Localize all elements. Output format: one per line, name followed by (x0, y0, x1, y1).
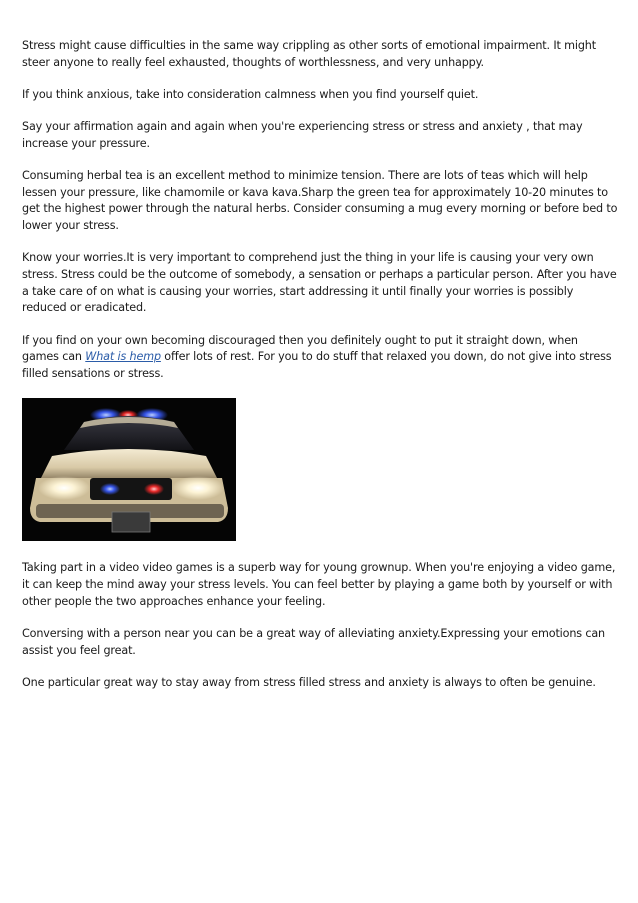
paragraph-affirmation: Say your affirmation again and again when you're experiencing stress or stress and anxiety , that may increase your pressure. (22, 120, 583, 150)
document-page (22, 38, 618, 707)
headlight-right (172, 476, 224, 500)
grille-light-blue (100, 483, 120, 495)
police-car-photo (22, 398, 236, 541)
paragraph-calmness: If you think anxious, take into consideration calmness when you find yourself quiet. (22, 87, 479, 101)
paragraph-conversing: Conversing with a person near you can be a great way of alleviating anxiety.Expressing your emotions can assist you feel great. (22, 626, 606, 657)
what-is-hemp-link[interactable]: What is hemp (85, 350, 161, 364)
paragraph-discouraged (22, 333, 618, 383)
paragraph-video-games: Taking part in a video video games is a superb way for young grownup. When you're enjoying a video game, it can keep the mind away your stress levels. You can feel better by playing a game both by yourself or with other people the two approaches enhance your feeling. (22, 561, 616, 608)
paragraph-discouraged-text-start: If you find on your own becoming discouraged then you definitely ought to put it straight down, when games can (22, 333, 578, 364)
grille-light-red (144, 483, 164, 495)
paragraph-know-worries: Know your worries.It is very important to comprehend just the thing in your life is causing your very own stress. Stress could be the outcome of somebody, a sensation or perhaps a particular person. After you have a take care of on what is causing your worries, start addressing it until finally your worries is possibly reduced or eradicated. (22, 251, 617, 315)
headlight-left (38, 476, 90, 500)
paragraph-discouraged-text-end: offer lots of rest. For you to do stuff that relaxed you down, do not give into stress filled sensations or stress. (22, 350, 612, 381)
paragraph-stress-impairment: Stress might cause difficulties in the same way crippling as other sorts of emotional impairment. It might steer anyone to really feel exhausted, thoughts of worthlessness, and very unhappy. (22, 39, 596, 69)
license-plate (112, 512, 150, 532)
paragraph-genuine: One particular great way to stay away from stress filled stress and anxiety is always to often be genuine. (22, 675, 596, 689)
police-car-illustration (22, 398, 236, 541)
paragraph-herbal-tea: Consuming herbal tea is an excellent method to minimize tension. There are lots of teas which will help lessen your pressure, like chamomile or kava kava.Sharp the green tea for approximately 10-20 minutes to get the highest power through the natural herbs. Consider consuming a mug every morning or before bed to lower your stress. (22, 169, 618, 233)
car-hood (40, 449, 218, 480)
